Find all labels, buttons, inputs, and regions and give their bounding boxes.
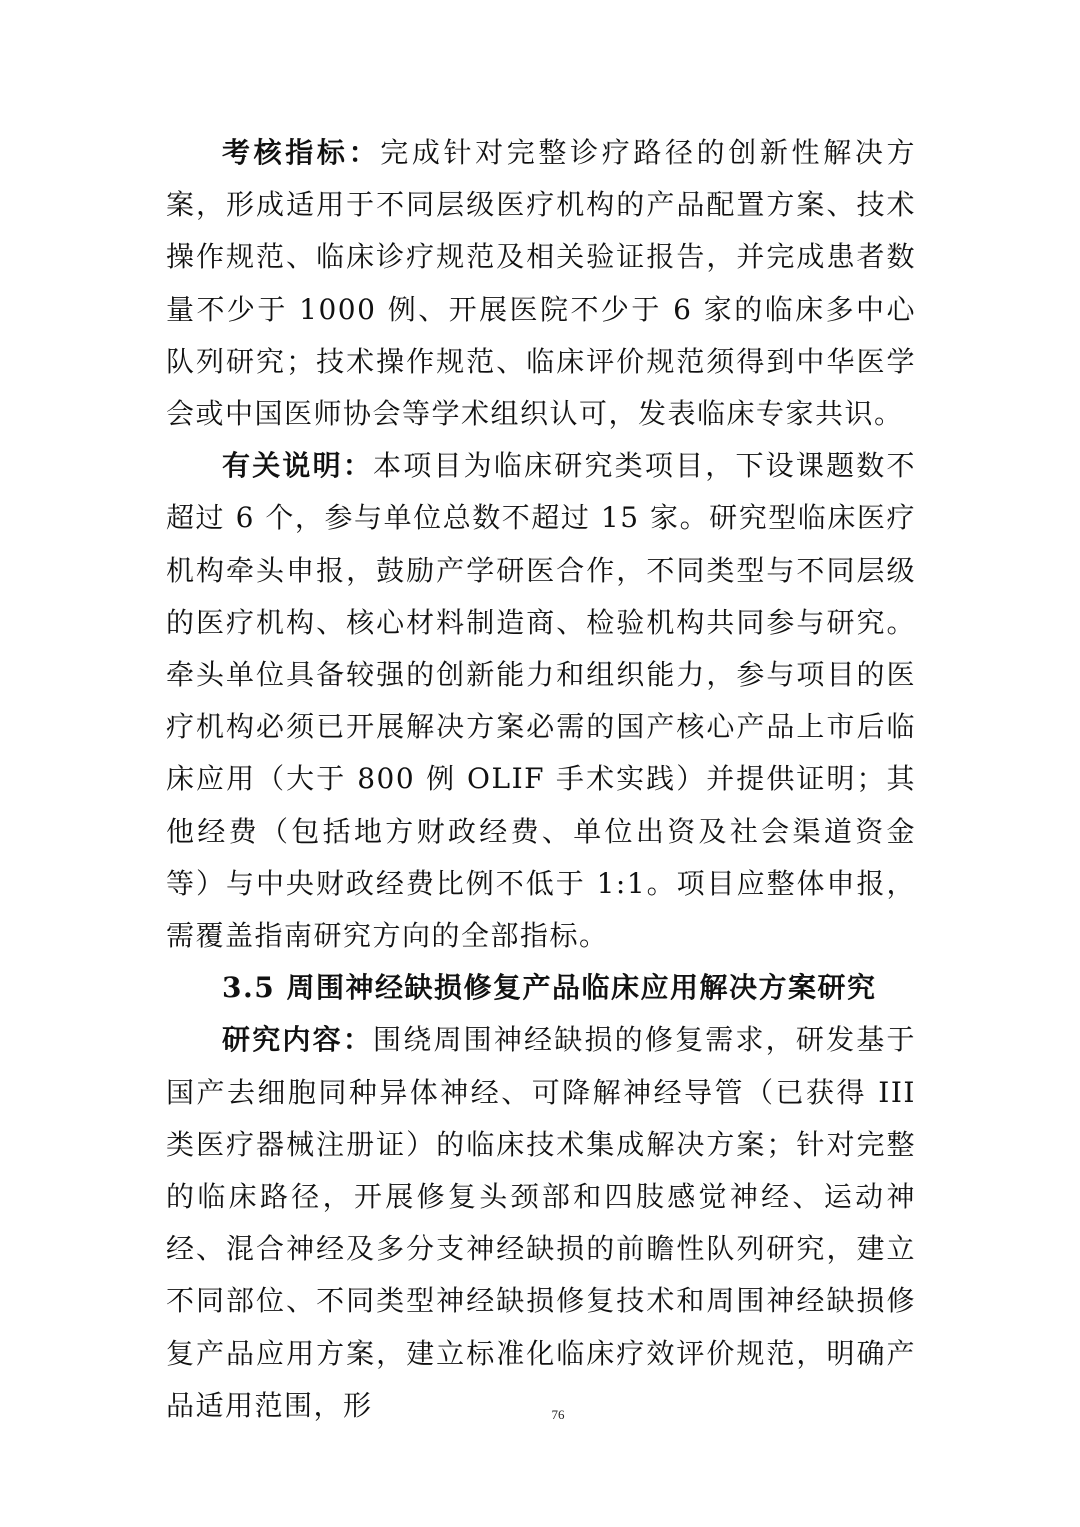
document-body bbox=[166, 127, 916, 1432]
paragraph-research-content bbox=[166, 1014, 916, 1432]
paragraph-text: 围绕周围神经缺损的修复需求，研发基于国产去细胞同种异体神经、可降解神经导管（已获得 III 类医疗器械注册证）的临床技术集成解决方案；针对完整的临床路径，开展修复头颈部和四肢感觉神经、运动神经、混合神经及多分支神经缺损的前瞻性队列研究，建立不同部位、不同类型神经缺损修复技术和周围神经缺损修复产品应用方案，建立标准化临床疗效评价规范，明确产品适用范围，形 bbox=[166, 1023, 916, 1422]
paragraph-related-notes bbox=[166, 440, 916, 962]
section-heading: 3.5 周围神经缺损修复产品临床应用解决方案研究 bbox=[222, 971, 877, 1005]
page-number: 76 bbox=[551, 1407, 565, 1422]
paragraph-lead: 考核指标： bbox=[222, 136, 381, 169]
paragraph-assessment-indicators bbox=[166, 127, 916, 440]
paragraph-text: 本项目为临床研究类项目，下设课题数不超过 6 个，参与单位总数不超过 15 家。研究型临床医疗机构牵头申报，鼓励产学研医合作，不同类型与不同层级的医疗机构、核心材料制造商、检验机构共同参与研究。牵头单位具备较强的创新能力和组织能力，参与项目的医疗机构必须已开展解决方案必需的国产核心产品上市后临床应用（大于 800 例 OLIF 手术实践）并提供证明；其他经费（包括地方财政经费、单位出资及社会渠道资金等）与中央财政经费比例不低于 1:1。项目应整体申报，需覆盖指南研究方向的全部指标。 bbox=[166, 449, 916, 953]
paragraph-lead: 研究内容： bbox=[222, 1023, 374, 1057]
paragraph-text: 完成针对完整诊疗路径的创新性解决方案，形成适用于不同层级医疗机构的产品配置方案、技术操作规范、临床诊疗规范及相关验证报告，并完成患者数量不少于 1000 例、开展医院不少于 6 家的临床多中心队列研究；技术操作规范、临床评价规范须得到中华医学会或中国医师协会等学术组织认可，发表临床专家共识。 bbox=[166, 136, 916, 431]
paragraph-lead: 有关说明： bbox=[222, 449, 374, 483]
